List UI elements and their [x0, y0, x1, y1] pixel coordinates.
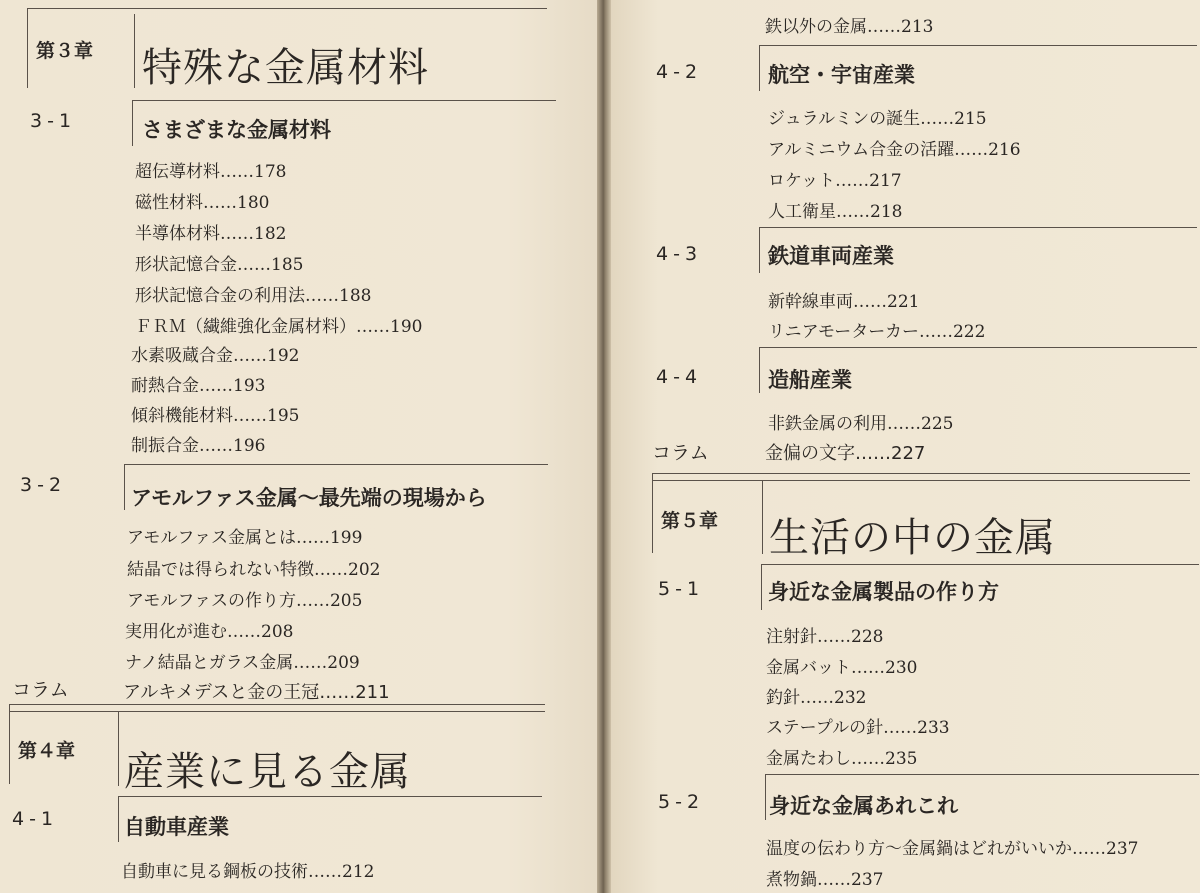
list-item: アルミニウム合金の活躍……216	[768, 140, 1021, 160]
list-item: 釣針……232	[766, 688, 867, 708]
chapter5-label: 第５章	[661, 510, 719, 532]
column-title: アルキメデスと金の王冠……211	[123, 682, 390, 703]
section-4-3-rule	[759, 227, 1197, 228]
section-4-3-title: 鉄道車両産業	[768, 244, 894, 268]
list-item: 結晶では得られない特徴……202	[127, 560, 381, 580]
list-item: 半導体材料……182	[135, 224, 287, 244]
section-5-1-bracket	[761, 564, 762, 610]
chapter4-bracket-left	[9, 704, 10, 784]
list-item: アモルファス金属とは……199	[127, 528, 363, 548]
section-3-1-number: 3-1	[30, 110, 77, 132]
list-item: 人工衛星……218	[768, 202, 903, 222]
list-item: 金属バット……230	[766, 658, 918, 678]
section-5-2-bracket	[765, 774, 766, 820]
section-3-2-number: 3-2	[20, 474, 67, 496]
section-4-2-bracket	[759, 45, 760, 91]
chapter5-divider	[762, 480, 763, 554]
column-title: 金偏の文字……227	[765, 443, 926, 464]
chapter4-rule-2	[9, 711, 545, 712]
list-item: 耐熱合金……193	[131, 376, 266, 396]
list-item: 水素吸蔵合金……192	[131, 346, 300, 366]
list-item: 非鉄金属の利用……225	[768, 414, 954, 434]
list-item: ステープルの針……233	[766, 718, 950, 738]
book-spine	[597, 0, 611, 893]
list-item: ナノ結晶とガラス金属……209	[125, 653, 360, 673]
section-3-1-bracket	[132, 100, 133, 146]
list-item: 金属たわし……235	[766, 749, 918, 769]
list-item: 新幹線車両……221	[768, 292, 920, 312]
left-page	[0, 0, 597, 893]
chapter4-label: 第４章	[18, 740, 76, 762]
chapter5-rule	[652, 473, 1190, 474]
section-5-1-rule	[761, 564, 1199, 565]
list-item: 制振合金……196	[131, 436, 266, 456]
list-item: ジュラルミンの誕生……215	[768, 109, 987, 129]
section-4-4-number: 4-4	[656, 366, 703, 388]
section-5-2-rule	[765, 774, 1199, 775]
chapter4-rule	[9, 704, 545, 705]
chapter4-divider	[118, 712, 119, 786]
section-3-1-title: さまざまな金属材料	[142, 118, 331, 142]
chapter3-label: 第３章	[36, 40, 94, 62]
list-item: ＦＲＭ（繊維強化金属材料）……190	[135, 317, 423, 337]
list-item: 自動車に見る鋼板の技術……212	[121, 862, 375, 882]
list-item: ロケット……217	[768, 171, 902, 191]
section-4-1-rule	[118, 796, 542, 797]
section-5-1-number: 5-1	[658, 578, 705, 600]
column-label: コラム	[12, 679, 69, 701]
list-item: 磁性材料……180	[135, 193, 270, 213]
section-4-4-title: 造船産業	[768, 368, 852, 392]
section-4-3-number: 4-3	[656, 243, 703, 265]
section-4-1-bracket	[118, 796, 119, 842]
section-3-2-title: アモルファス金属～最先端の現場から	[131, 486, 487, 510]
right-page	[611, 0, 1200, 893]
list-item: 傾斜機能材料……195	[131, 406, 300, 426]
chapter3-title: 特殊な金属材料	[142, 45, 429, 91]
section-3-2-bracket	[124, 464, 125, 510]
chapter3-rule	[27, 8, 547, 9]
chapter5-bracket-left	[652, 473, 653, 553]
section-4-1-title: 自動車産業	[124, 815, 229, 839]
list-item: 形状記憶合金……185	[135, 255, 304, 275]
section-4-2-rule	[759, 45, 1197, 46]
list-item: アモルファスの作り方……205	[127, 591, 363, 611]
column-label: コラム	[652, 442, 709, 464]
chapter5-title: 生活の中の金属	[769, 515, 1056, 561]
section-4-2-title: 航空・宇宙産業	[768, 63, 915, 87]
section-3-2-rule	[124, 464, 548, 465]
section-4-4-bracket	[759, 347, 760, 393]
chapter5-rule-2	[652, 480, 1190, 481]
section-3-1-rule	[132, 100, 556, 101]
section-4-1-number: 4-1	[12, 808, 59, 830]
list-item: リニアモーターカー……222	[768, 322, 986, 342]
section-5-1-title: 身近な金属製品の作り方	[768, 580, 999, 604]
chapter3-bracket-left	[27, 8, 28, 88]
chapter4-title: 産業に見る金属	[124, 749, 411, 795]
section-5-2-title: 身近な金属あれこれ	[769, 794, 958, 818]
section-4-2-number: 4-2	[656, 61, 703, 83]
list-item: 煮物鍋……237	[766, 870, 884, 890]
chapter3-divider	[134, 14, 135, 88]
list-item: 注射針……228	[766, 627, 884, 647]
list-item: 形状記憶合金の利用法……188	[135, 286, 372, 306]
list-item: 温度の伝わり方～金属鍋はどれがいいか……237	[766, 839, 1139, 859]
section-5-2-number: 5-2	[658, 791, 705, 813]
section-4-4-rule	[759, 347, 1197, 348]
list-item: 実用化が進む……208	[125, 622, 294, 642]
section-4-3-bracket	[759, 227, 760, 273]
list-item: 超伝導材料……178	[135, 162, 287, 182]
list-item: 鉄以外の金属……213	[765, 17, 934, 37]
